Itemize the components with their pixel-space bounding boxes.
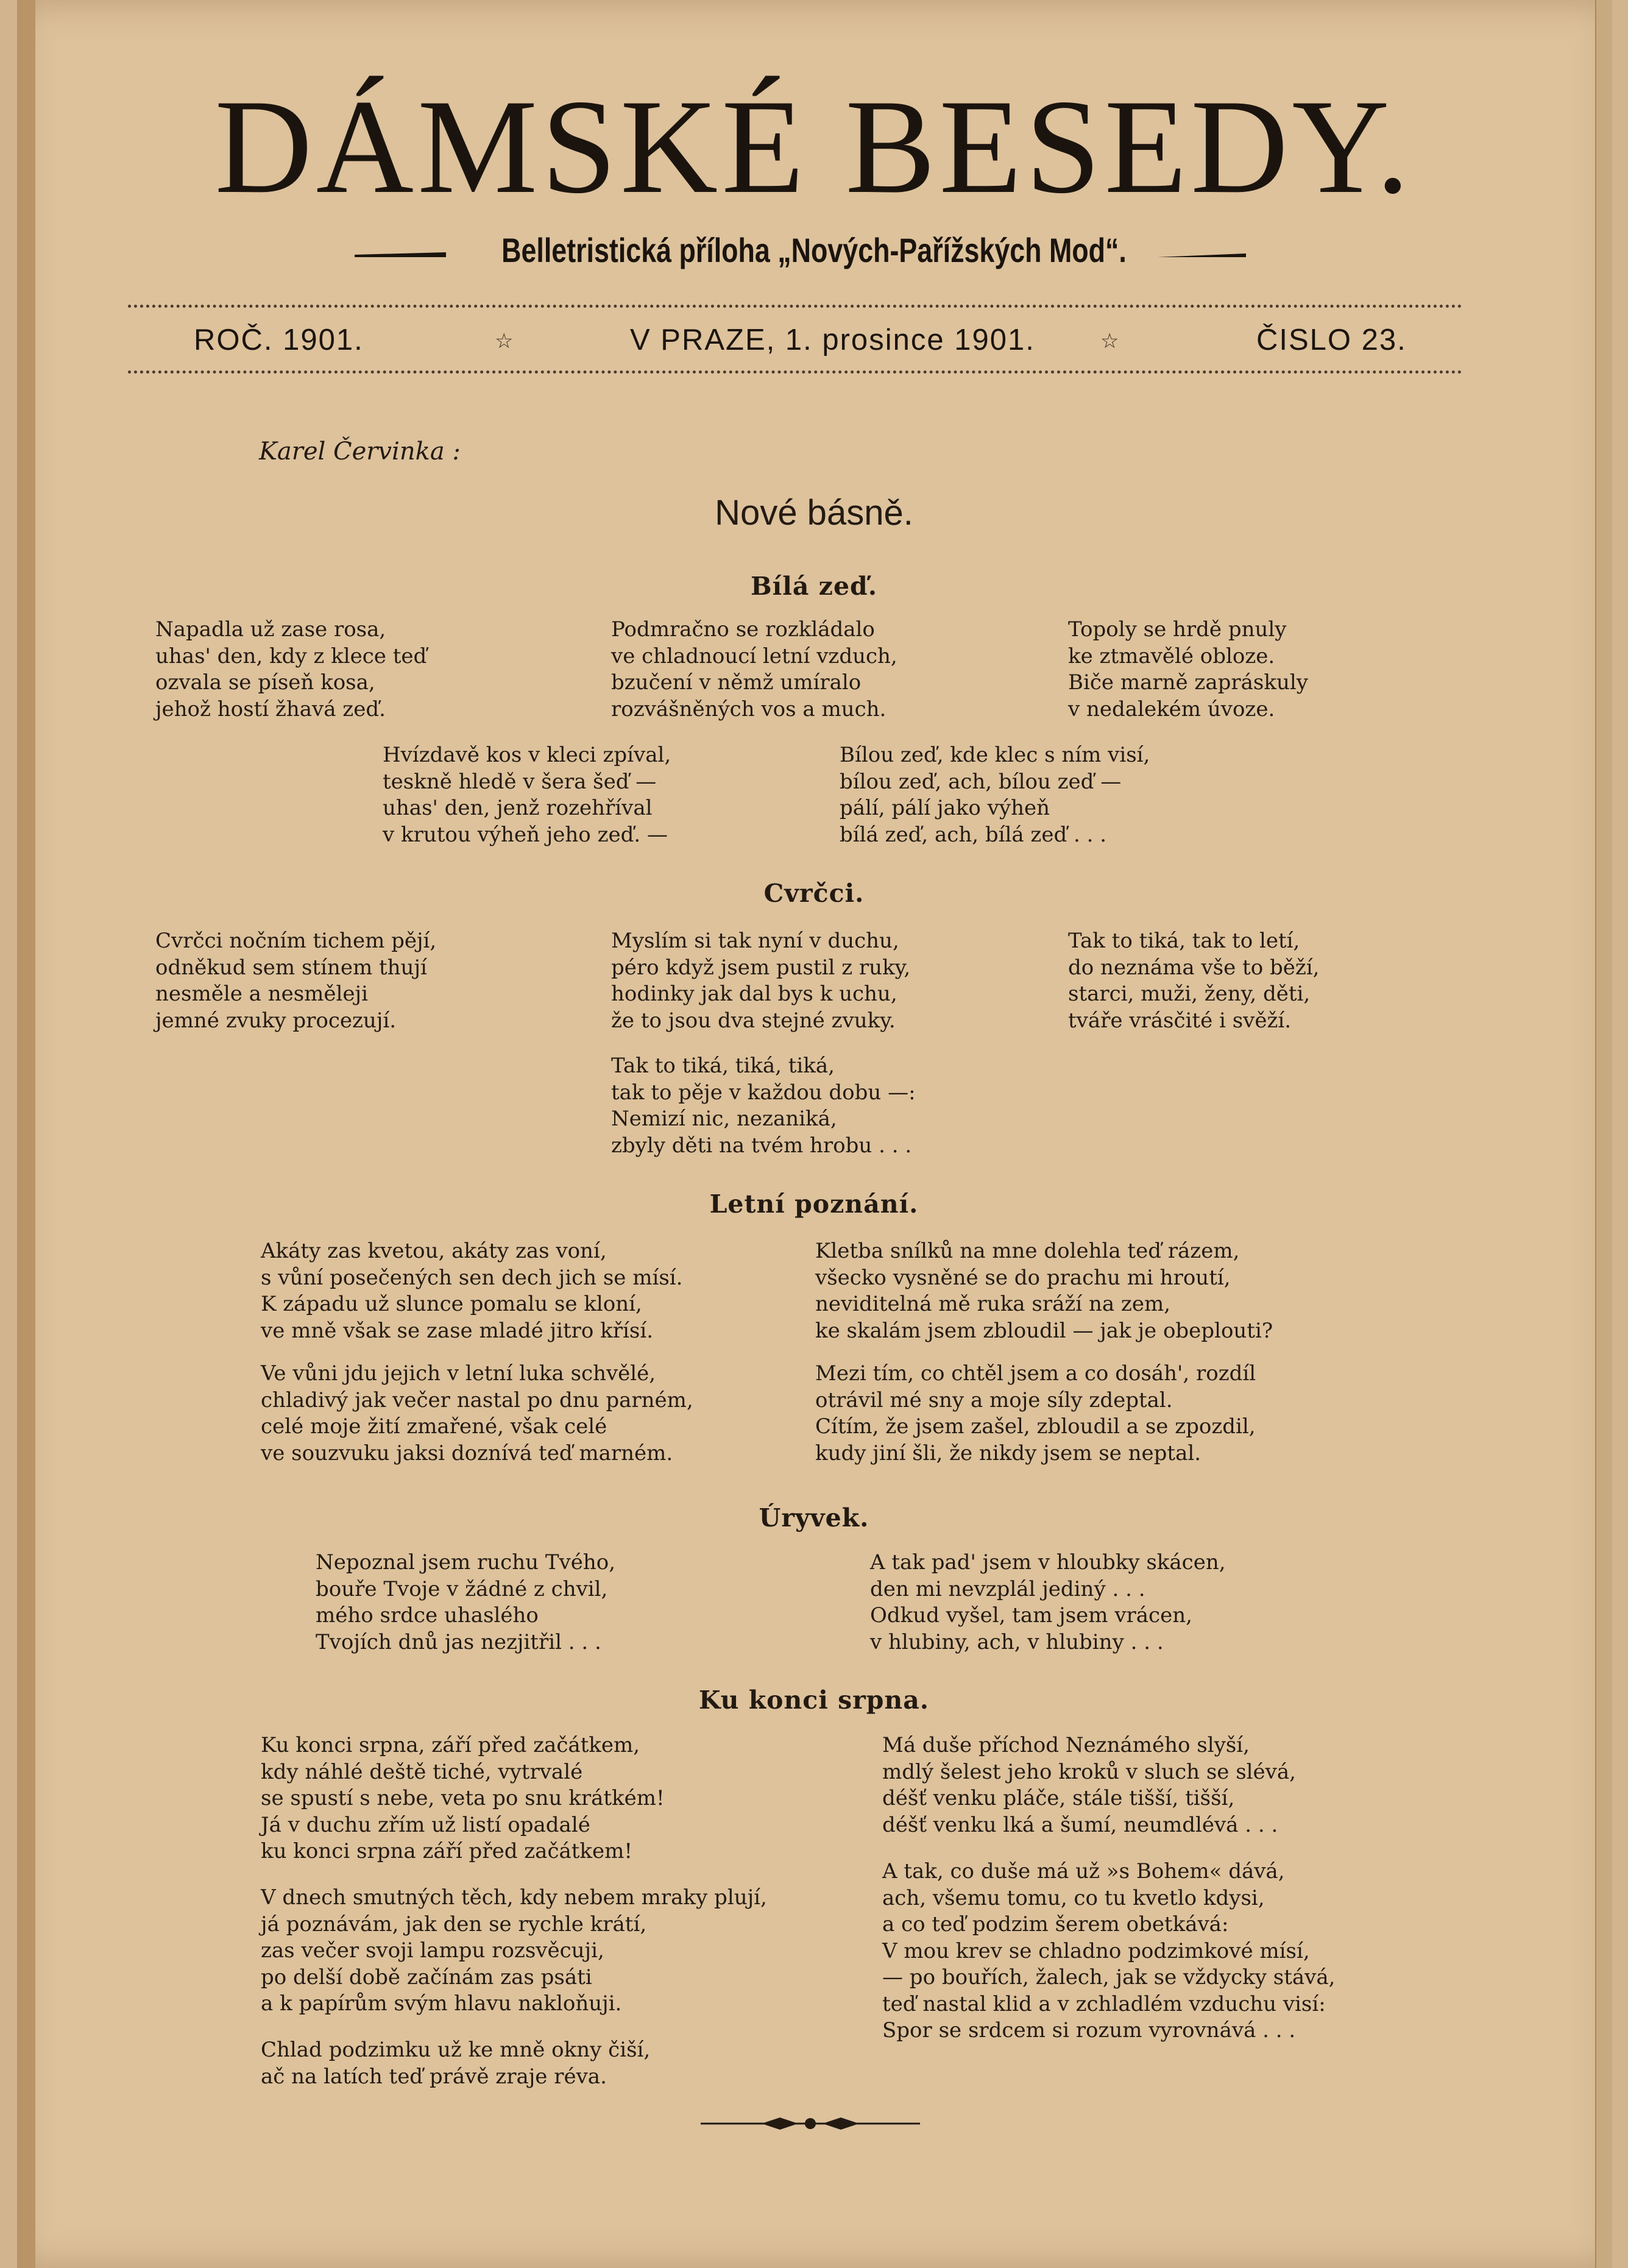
poem-title-ku-konci-srpna: Ku konci srpna. (698, 1685, 930, 1715)
article-author: Karel Červinka : (259, 438, 461, 466)
binding-edge (17, 0, 35, 2268)
poem-title-letni-poznani: Letní poznání. (709, 1189, 919, 1219)
poem-stanza: Tak to tiká, tak to letí, do neznáma vše to běží, starci, muži, ženy, děti, tváře vrásčité i svěží. (1068, 929, 1320, 1033)
poem-stanza: Myslím si tak nyní v duchu, péro když jsem pustil z ruky, hodinky jak dal bys k uchu, že to jsou dva stejné zvuky. (611, 929, 911, 1033)
poem-stanza: Tak to tiká, tiká, tiká, tak to pěje v každou dobu —: Nemizí nic, nezaniká, zbyly děti na tvém hrobu . . . (611, 1054, 916, 1158)
poem-stanza: Bílou zeď, kde klec s ním visí, bílou zeď, ach, bílou zeď — pálí, pálí jako výheň bílá zeď, ach, bílá zeď . . . (840, 743, 1150, 847)
poem-stanza: Ku konci srpna, září před začátkem, kdy náhlé deště tiché, vytrvalé se spustí s nebe, veta po snu krátkém! Já v duchu zřím už listí opadalé ku konci srpna září před začátkem! (261, 1733, 665, 1863)
poem-stanza: Cvrčci nočním tichem pějí, odněkud sem stínem thují nesměle a nesměleji jemné zvuky procezují. (155, 929, 437, 1033)
poem-title-cvrcci: Cvrčci. (763, 879, 865, 908)
issue-volume: ROČ. 1901. (194, 324, 364, 356)
poem-stanza: A tak, co duše má už »s Bohem« dává, ach, všemu tomu, co tu kvetlo kdysi, a co teď podzim šerem obetkává: V mou krev se chladno podzimkové mísí, — po bouřích, žalech, jak se vždycky stává, teď nastal klid a v zchladlém vzduchu visí: Spor se srdcem si rozum vyrovnává . . . (882, 1859, 1336, 2043)
poem-stanza: Topoly se hrdě pnuly ke ztmavělé obloze. Biče marně zapráskuly v nedalekém úvoze. (1068, 617, 1308, 721)
poem-stanza: Mezi tím, co chtěl jsem a co dosáh', rozdíl otrávil mé sny a moje síly zdeptal. Cítím, že jsem zašel, zbloudil a se zpozdil, kudy jiní šli, že nikdy jsem se neptal. (815, 1361, 1256, 1465)
closing-ornament-icon (701, 2114, 920, 2133)
poem-title-bila-zed: Bílá zeď. (751, 572, 877, 601)
poem-title-uryvek: Úryvek. (759, 1503, 869, 1533)
poem-stanza: Akáty zas kvetou, akáty zas voní, s vůní posečených sen dech jich se mísí. K západu už slunce pomalu se kloní, ve mně však se zase mladé jitro křísí. (261, 1239, 683, 1343)
star-separator-icon: ☆ (495, 329, 514, 353)
poem-stanza: Má duše příchod Neznámého slyší, mdlý šelest jeho kroků v sluch se slévá, déšť venku pláče, stále tišší, tišší, déšť venku lká a šumí, neumdlévá . . . (882, 1733, 1296, 1837)
poem-stanza: Kletba snílků na mne dolehla teď rázem, všecko vysněné se do prachu mi hroutí, neviditelná mě ruka sráží na zem, ke skalám jsem zbloudil — jak je obeplouti? (815, 1239, 1273, 1343)
top-dotted-rule (128, 305, 1462, 308)
article-title: Nové básně. (715, 493, 913, 533)
poem-stanza: Podmračno se rozkládalo ve chladnoucí letní vzduch, bzučení v němž umíralo rozvášněných vos a much. (611, 617, 897, 721)
poem-stanza: V dnech smutných těch, kdy nebem mraky plují, já poznávám, jak den se rychle krátí, zas večer svoji lampu rozsvěcuji, po delší době začínám zas psáti a k papírům svým hlavu nakloňuji. (261, 1885, 767, 2016)
issue-number: ČISLO 23. (1256, 324, 1407, 356)
poem-stanza: Hvízdavě kos v kleci zpíval, teskně hledě v šera šeď — uhas' den, jenž rozehříval v krutou výheň jeho zeď. — (383, 743, 671, 847)
star-separator-icon: ☆ (1100, 329, 1119, 353)
masthead-title: DÁMSKÉ BESEDY. (214, 72, 1414, 222)
masthead-subtitle: Belletristická příloha „Nových-Pařížských Mod“. (501, 231, 1127, 269)
poem-stanza: Napadla už zase rosa, uhas' den, kdy z klece teď ozvala se píseň kosa, jehož hostí žhavá zeď. (155, 617, 427, 721)
poem-stanza: Nepoznal jsem ruchu Tvého, bouře Tvoje v žádné z chvil, mého srdce uhaslého Tvojích dnů jas nezjitřil . . . (316, 1550, 616, 1654)
poem-stanza: Chlad podzimku už ke mně okny čiší, ač na latích teď právě zraje réva. (261, 2038, 651, 2089)
issue-place-date: V PRAZE, 1. prosince 1901. (630, 324, 1035, 356)
page-edge (1595, 0, 1612, 2268)
poem-stanza: Ve vůni jdu jejich v letní luka schvělé, chladivý jak večer nastal po dnu parném, celé moje žití zmařené, však celé ve souzvuku jaksi doznívá teď marném. (261, 1361, 693, 1465)
poem-stanza: A tak pad' jsem v hloubky skácen, den mi nevzplál jediný . . . Odkud vyšel, tam jsem vrácen, v hlubiny, ach, v hlubiny . . . (870, 1550, 1226, 1654)
bottom-dotted-rule (128, 370, 1462, 374)
